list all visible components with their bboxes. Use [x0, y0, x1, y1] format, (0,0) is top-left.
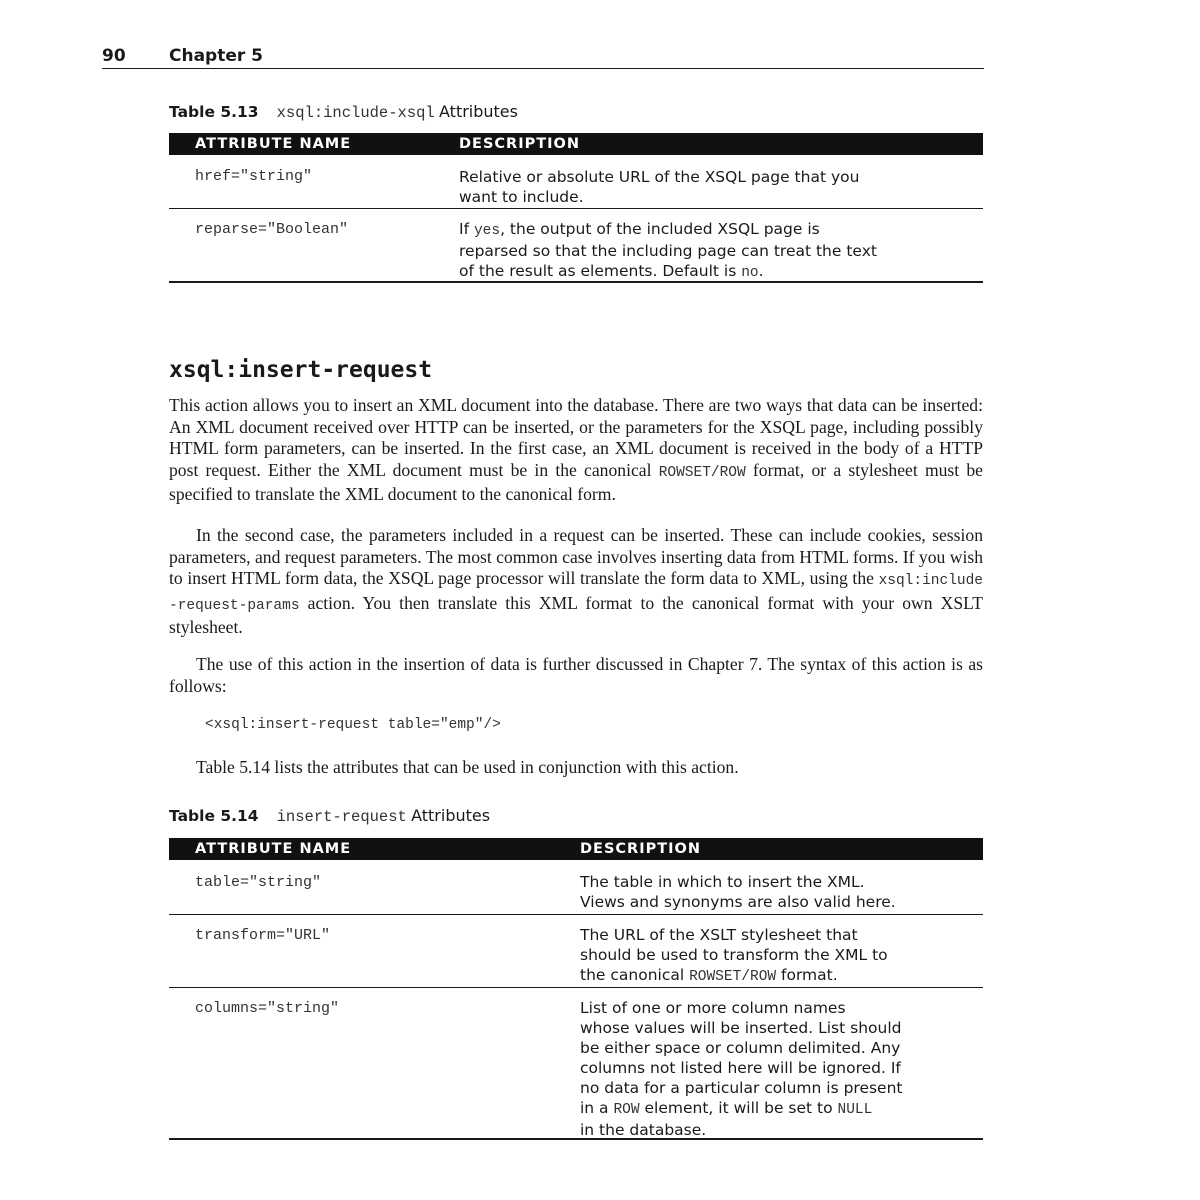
attributes-table-5-13	[169, 133, 983, 283]
attribute-description-cell: The table in which to insert the XML. Views and synonyms are also valid here.	[580, 873, 896, 911]
code-sample: <xsql:insert-request table="emp"/>	[205, 717, 501, 733]
description-text: The URL of the XSLT stylesheet that should be used to transform the XML to the canonical	[580, 926, 888, 984]
attribute-name-cell: href="string"	[195, 168, 313, 185]
table-caption-code: insert-request	[276, 808, 407, 826]
table-header-row	[169, 133, 983, 155]
table-caption-label: Table 5.13	[169, 103, 259, 121]
table-header-row	[169, 838, 983, 860]
page-number: 90	[102, 46, 126, 66]
table-caption-5-13	[169, 101, 518, 124]
description-code: ROWSET/ROW	[689, 969, 777, 985]
column-header-description: DESCRIPTION	[459, 136, 580, 152]
table-row	[169, 915, 983, 988]
chapter-title: Chapter 5	[169, 46, 264, 66]
description-code: ROW	[613, 1102, 640, 1118]
description-code: no	[741, 265, 759, 281]
table-row	[169, 988, 983, 1140]
attribute-name-cell: columns="string"	[195, 1000, 340, 1017]
column-header-attribute-name: ATTRIBUTE NAME	[195, 136, 352, 152]
body-paragraph-3: The use of this action in the insertion of data is further discussed in Chapter 7. The syntax of this action is as follows:	[169, 654, 983, 696]
table-caption-text: Attributes	[411, 806, 491, 825]
description-text: .	[758, 262, 764, 280]
description-text: format.	[776, 966, 838, 984]
description-text: element, it will be set to	[639, 1099, 838, 1117]
attribute-name-cell: table="string"	[195, 874, 322, 891]
inline-code: xsql:include -request-params	[169, 573, 983, 614]
table-caption-text: Attributes	[439, 102, 518, 121]
attribute-name-cell: reparse="Boolean"	[195, 221, 349, 238]
body-paragraph-1	[169, 395, 983, 506]
attribute-description-cell: Relative or absolute URL of the XSQL page that you want to include.	[459, 168, 860, 206]
table-caption-5-14	[169, 805, 490, 828]
table-caption-code: xsql:include-xsql	[276, 104, 435, 122]
body-paragraph-2	[169, 525, 983, 639]
table-row	[169, 155, 983, 209]
description-code: NULL	[837, 1102, 873, 1118]
running-header	[102, 44, 984, 69]
column-header-description: DESCRIPTION	[580, 841, 701, 857]
table-row	[169, 860, 983, 915]
description-text: If	[459, 220, 474, 238]
paragraph-text: This action allows you to insert an XML document into the database. There are two ways that data can be inserted: An XML document received over HTTP can be inserted, or the parameters for the XSQL page, including possibly HTML form parameters, can be inserted. In the first case, an XML document is received in the body of a HTTP post request. Either the XML document must be in the canonical	[169, 395, 983, 480]
inline-code: ROWSET/ROW	[658, 464, 746, 481]
attribute-description-cell	[580, 998, 903, 1140]
attributes-table-5-14	[169, 838, 983, 1140]
section-heading: xsql:insert-request	[169, 357, 433, 383]
body-paragraph-4: Table 5.14 lists the attributes that can be used in conjunction with this action.	[196, 757, 739, 777]
paragraph-text: format, or a stylesheet must be specified to translate the XML document to the canonical form.	[169, 459, 983, 505]
description-text: , the output of the included XSQL page is reparsed so that the including page can treat the text of the result as elements. Default is	[459, 220, 877, 280]
description-text: List of one or more column names whose values will be inserted. List should be either space or column delimited. Any columns not listed here will be ignored. If no data for a particular column is present in a	[580, 999, 903, 1117]
attribute-description-cell	[580, 925, 888, 987]
attribute-name-cell: transform="URL"	[195, 927, 331, 944]
paragraph-text: action. You then translate this XML format to the canonical format with your own XSLT stylesheet.	[169, 592, 983, 638]
attribute-description-cell	[459, 219, 877, 283]
table-caption-label: Table 5.14	[169, 807, 259, 825]
description-text: in the database.	[580, 1121, 707, 1139]
table-row	[169, 209, 983, 283]
paragraph-text: In the second case, the parameters included in a request can be inserted. These can include cookies, session parameters, and request parameters. The most common case involves inserting data from HTML forms. If you wish to insert HTML form data, the XSQL page processor will translate the form data to XML, using the	[169, 525, 983, 589]
description-code: yes	[473, 223, 501, 239]
column-header-attribute-name: ATTRIBUTE NAME	[195, 841, 352, 857]
